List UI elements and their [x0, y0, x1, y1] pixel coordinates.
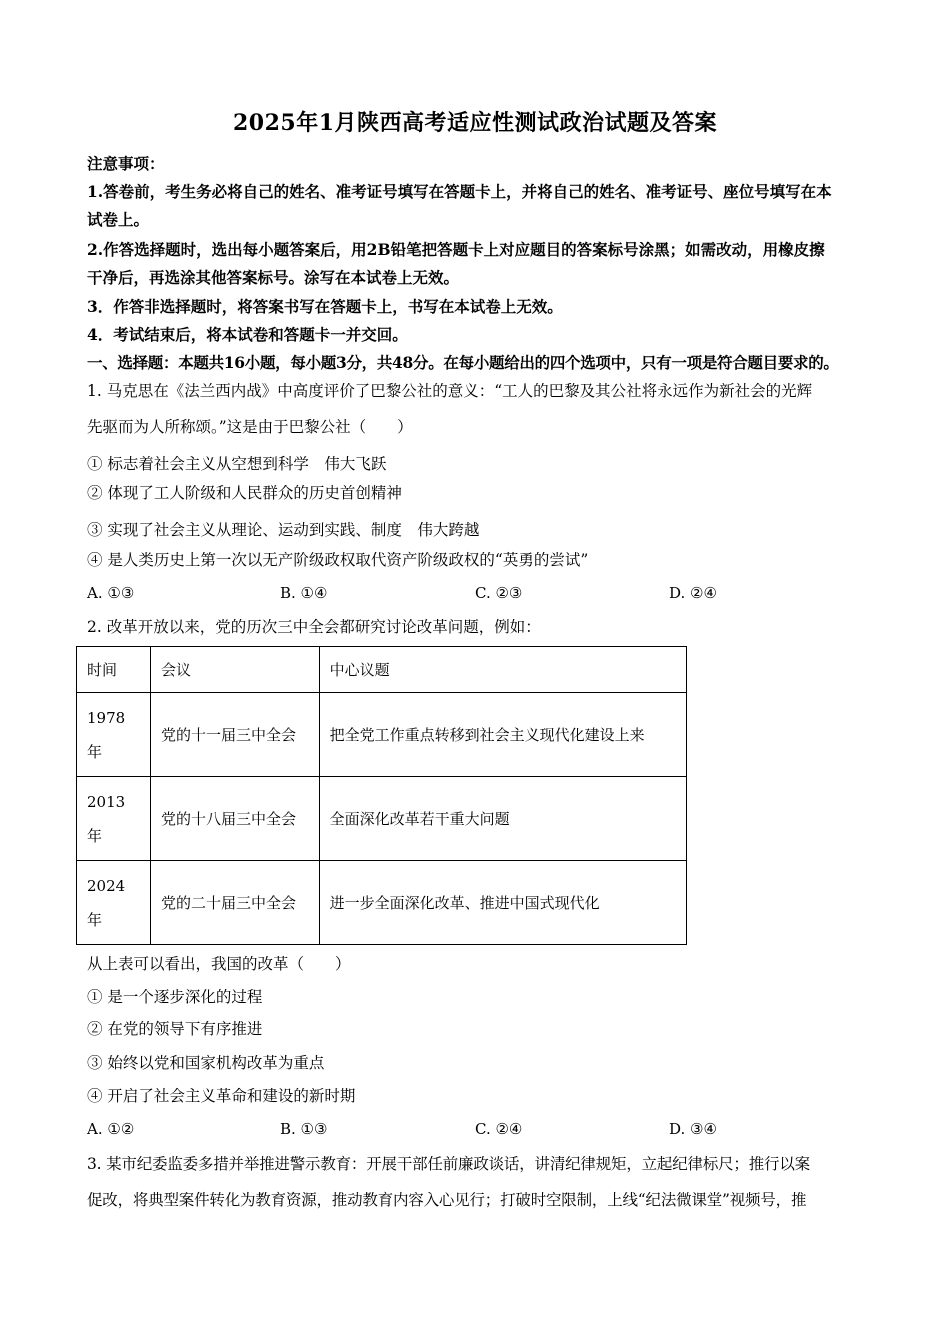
q2-option-a[interactable]: A. ①② [87, 1120, 135, 1138]
notice-item-2-line-2: 干净后，再选涂其他答案标号。涂写在本试卷上无效。 [87, 268, 460, 287]
table-header-cell: 时间 [77, 647, 151, 693]
table-cell: 党的十一届三中全会 [150, 693, 319, 777]
notice-item-1-line-2: 试卷上。 [87, 210, 150, 229]
table-header-cell: 会议 [150, 647, 319, 693]
table-cell: 全面深化改革若干重大问题 [319, 777, 686, 861]
q2-table [76, 646, 687, 945]
q1-option-d[interactable]: D. ②④ [669, 584, 717, 602]
q1-statement-1: ① 标志着社会主义从空想到科学 伟大飞跃 [87, 455, 387, 473]
q2-after-table: 从上表可以看出，我国的改革（ ） [87, 955, 351, 973]
table-header-cell: 中心议题 [319, 647, 686, 693]
page-title: 2025年1月陕西高考适应性测试政治试题及答案 [232, 110, 718, 136]
q2-stem: 2. 改革开放以来，党的历次三中全会都研究讨论改革问题，例如： [87, 618, 541, 636]
q1-statement-3: ③ 实现了社会主义从理论、运动到实践、制度 伟大跨越 [87, 521, 480, 539]
table-cell: 1978年 [77, 693, 151, 777]
table-row [77, 777, 687, 861]
q2-option-d[interactable]: D. ③④ [669, 1120, 717, 1138]
notice-item-3: 3．作答非选择题时，将答案书写在答题卡上，书写在本试卷上无效。 [87, 297, 563, 316]
q1-stem-line-2: 先驱而为人所称颂。”这是由于巴黎公社（ ） [87, 418, 413, 436]
q2-statement-1: ① 是一个逐步深化的过程 [87, 988, 263, 1006]
table-row [77, 693, 687, 777]
table-cell: 把全党工作重点转移到社会主义现代化建设上来 [319, 693, 686, 777]
q1-stem-line-1: 1. 马克思在《法兰西内战》中高度评价了巴黎公社的意义：“工人的巴黎及其公社将永远作为新社会的光辉 [87, 382, 813, 400]
q2-statement-2: ② 在党的领导下有序推进 [87, 1020, 263, 1038]
q2-option-b[interactable]: B. ①③ [280, 1120, 328, 1138]
q2-statement-4: ④ 开启了社会主义革命和建设的新时期 [87, 1087, 356, 1105]
q2-statement-3: ③ 始终以党和国家机构改革为重点 [87, 1054, 325, 1072]
table-cell: 2013年 [77, 777, 151, 861]
notice-heading: 注意事项： [87, 154, 165, 173]
table-header-row [77, 647, 687, 693]
table-cell: 进一步全面深化改革、推进中国式现代化 [319, 861, 686, 945]
q3-stem-line-2: 促改，将典型案件转化为教育资源，推动教育内容入心见行；打破时空限制，上线“纪法微课堂”视频号，推 [87, 1191, 807, 1209]
notice-item-2-line-1: 2.作答选择题时，选出每小题答案后，用2B铅笔把答题卡上对应题目的答案标号涂黑；如需改动，用橡皮擦 [87, 240, 825, 259]
q2-option-c[interactable]: C. ②④ [475, 1120, 523, 1138]
table-cell: 2024年 [77, 861, 151, 945]
q2-options [87, 1120, 877, 1140]
q1-option-b[interactable]: B. ①④ [280, 584, 328, 602]
section-1-heading: 一、选择题：本题共16小题，每小题3分，共48分。在每小题给出的四个选项中，只有一项是符合题目要求的。 [87, 353, 839, 372]
q1-statement-2: ② 体现了工人阶级和人民群众的历史首创精神 [87, 484, 402, 502]
q1-option-a[interactable]: A. ①③ [87, 584, 135, 602]
q3-stem-line-1: 3. 某市纪委监委多措并举推进警示教育：开展干部任前廉政谈话，讲清纪律规矩，立起纪律标尺；推行以案 [87, 1155, 810, 1173]
q1-statement-4: ④ 是人类历史上第一次以无产阶级政权取代资产阶级政权的“英勇的尝试” [87, 551, 589, 569]
table-cell: 党的二十届三中全会 [150, 861, 319, 945]
table-row [77, 861, 687, 945]
notice-item-1-line-1: 1.答卷前，考生务必将自己的姓名、准考证号填写在答题卡上，并将自己的姓名、准考证号、座位号填写在本 [87, 182, 832, 201]
table-cell: 党的十八届三中全会 [150, 777, 319, 861]
q1-options [87, 584, 877, 604]
q1-option-c[interactable]: C. ②③ [475, 584, 523, 602]
notice-item-4: 4．考试结束后，将本试卷和答题卡一并交回。 [87, 325, 408, 344]
